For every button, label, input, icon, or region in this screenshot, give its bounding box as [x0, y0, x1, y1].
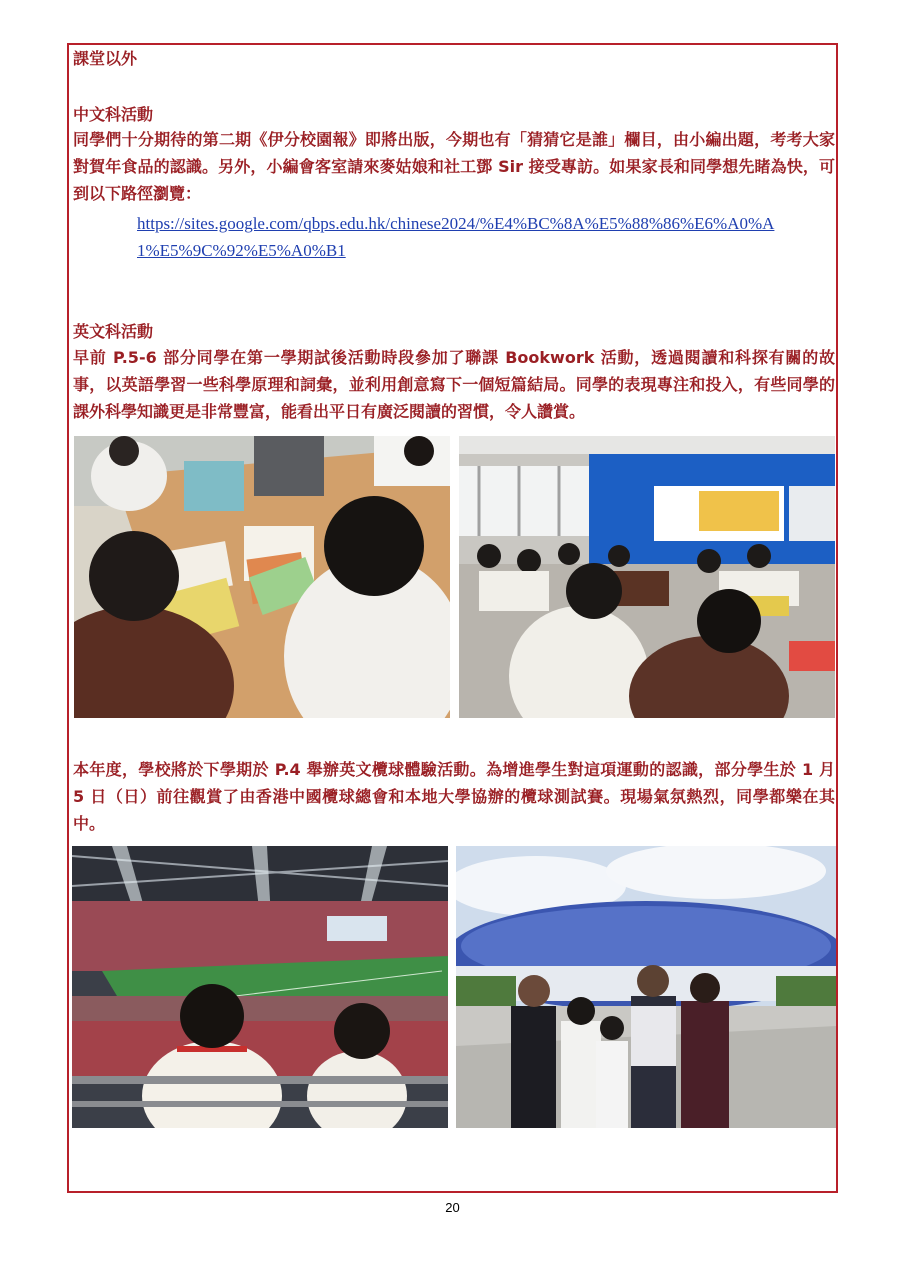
bookwork-photo-students-reading	[74, 436, 450, 718]
section-title: 課堂以外	[73, 49, 138, 68]
bookwork-paragraph: 早前 P.5-6 部分同學在第一學期試後活動時段參加了聯課 Bookwork 活動，透過閱讀和科探有關的故事，以英語學習一些科學原理和詞彙，並利用創意寫下一個短篇結局。同學的表現專注和投入，有些同學的課外科學知識更是非常豐富，能看出平日有廣泛閱讀的習慣，令人讚賞。	[73, 348, 835, 421]
english-activity-heading: 英文科活動	[73, 322, 154, 341]
rugby-photo-stadium-interior	[72, 846, 448, 1128]
bookwork-photo-classroom	[459, 436, 835, 718]
newspaper-link[interactable]: https://sites.google.com/qbps.edu.hk/chinese2024/%E4%BC%8A%E5%88%86%E6%A0%A1%E5%9C%92%E5%A0%B1	[137, 214, 775, 260]
rugby-photo-family-outside-stadium	[456, 846, 836, 1128]
page-number: 20	[445, 1200, 460, 1215]
rugby-paragraph: 本年度，學校將於下學期於 P.4 舉辦英文欖球體驗活動。為增進學生對這項運動的認識，部分學生於 1 月 5 日（日）前往觀賞了由香港中國欖球總會和本地大學協辦的欖球測試賽。現場氣氛熱烈，同學都樂在其中。	[73, 760, 835, 833]
chinese-activity-paragraph: 同學們十分期待的第二期《伊分校園報》即將出版，今期也有「猜猜它是誰」欄目，由小編出題，考考大家對賀年食品的認識。另外，小編會客室請來麥姑娘和社工鄧 Sir 接受專訪。如果家長和同學想先睹為快，可到以下路徑瀏覽：	[73, 130, 835, 203]
chinese-activity-heading: 中文科活動	[73, 105, 154, 124]
